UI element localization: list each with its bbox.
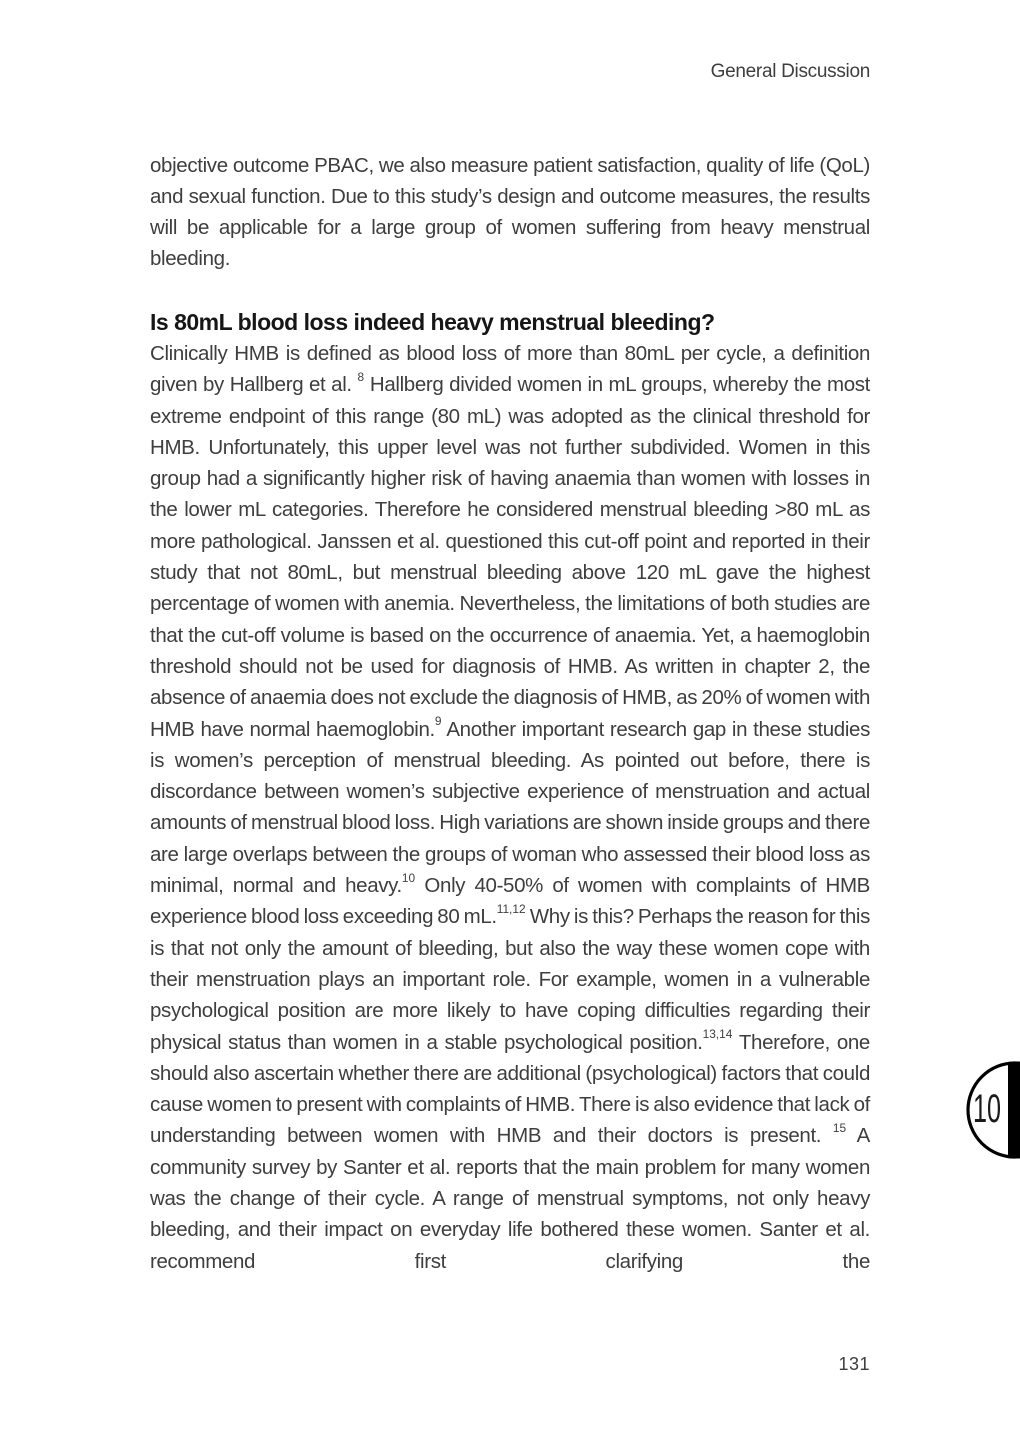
citation-superscript: 13,14 bbox=[702, 1027, 733, 1042]
text-run: A community survey by Santer et al. reports that the main problem for many women was the change of their cycle. A range of menstrual symptoms, not only heavy bleeding, and their impact on everyday life bothered these women. Santer et al. recommend first clarifying the bbox=[150, 1124, 870, 1273]
citation-superscript: 15 bbox=[832, 1121, 847, 1136]
section-heading: Is 80mL blood loss indeed heavy menstrual bleeding? bbox=[150, 309, 715, 335]
text-run: Clinically HMB is defined as blood loss of more than 80mL per cycle, a definition given by Hallberg et al. bbox=[150, 342, 870, 397]
page-number: 131 bbox=[838, 1354, 870, 1374]
text-run: Another important research gap in these studies is women’s perception of menstrual bleeding. As pointed out before, there is discordance between women’s subjective experience of menstruation and actual amounts of menstrual blood loss. High variations are shown inside groups and there are large overlaps between the groups of woman who assessed their blood loss as minimal, normal and heavy. bbox=[150, 717, 870, 898]
running-header: General Discussion bbox=[710, 61, 870, 82]
text-run: Therefore, one should also ascertain whether there are additional (psychological) factors that could cause women to present with complaints of HMB. There is also evidence that lack of understanding between women with HMB and their doctors is present. bbox=[150, 1030, 870, 1148]
citation-superscript: 8 bbox=[357, 370, 365, 385]
chapter-tab-graphic bbox=[960, 1056, 1020, 1164]
intro-paragraph: objective outcome PBAC, we also measure patient satisfaction, quality of life (QoL) and sexual function. Due to this study’s design and outcome measures, the results will be applicable for a large group of women suffering from heavy menstrual bleeding. bbox=[150, 154, 870, 270]
citation-superscript: 10 bbox=[401, 870, 416, 885]
text-run: Only 40-50% of women with complaints of HMB experience blood loss exceeding 80 mL. bbox=[150, 874, 870, 929]
text-run: Why is this? Perhaps the reason for this is that not only the amount of bleeding, but also the way these women cope with their menstruation plays an important role. For example, women in a vulnerable psychological position are more likely to have coping difficulties regarding their physical status than women in a stable psychological position. bbox=[150, 905, 870, 1054]
text-run: Hallberg divided women in mL groups, whereby the most extreme endpoint of this range (80 mL) was adopted as the clinical threshold for HMB. Unfortunately, this upper level was not further subdivided. Women in this group had a significantly higher risk of having anaemia than women with losses in the lower mL categories. Therefore he considered menstrual bleeding >80 mL as more pathological. Janssen et al. questioned this cut-off point and reported in their study that not 80mL, but menstrual bleeding above 120 mL gave the highest percentage of women with anemia. Nevertheless, the limitations of both studies are that the cut-off volume is based on the occurrence of anaemia. Yet, a haemoglobin threshold should not be used for diagnosis of HMB. As written in chapter 2, the absence of anaemia does not exclude the diagnosis of HMB, as 20% of women with HMB have normal haemoglobin. bbox=[150, 373, 870, 741]
citation-superscript: 11,12 bbox=[496, 902, 526, 917]
chapter-tab bbox=[960, 1056, 1020, 1164]
section-paragraph bbox=[150, 338, 870, 1277]
chapter-number: 10 bbox=[973, 1087, 1001, 1131]
chapter-tab-bar-icon bbox=[1008, 1056, 1020, 1164]
citation-superscript: 9 bbox=[434, 714, 442, 729]
